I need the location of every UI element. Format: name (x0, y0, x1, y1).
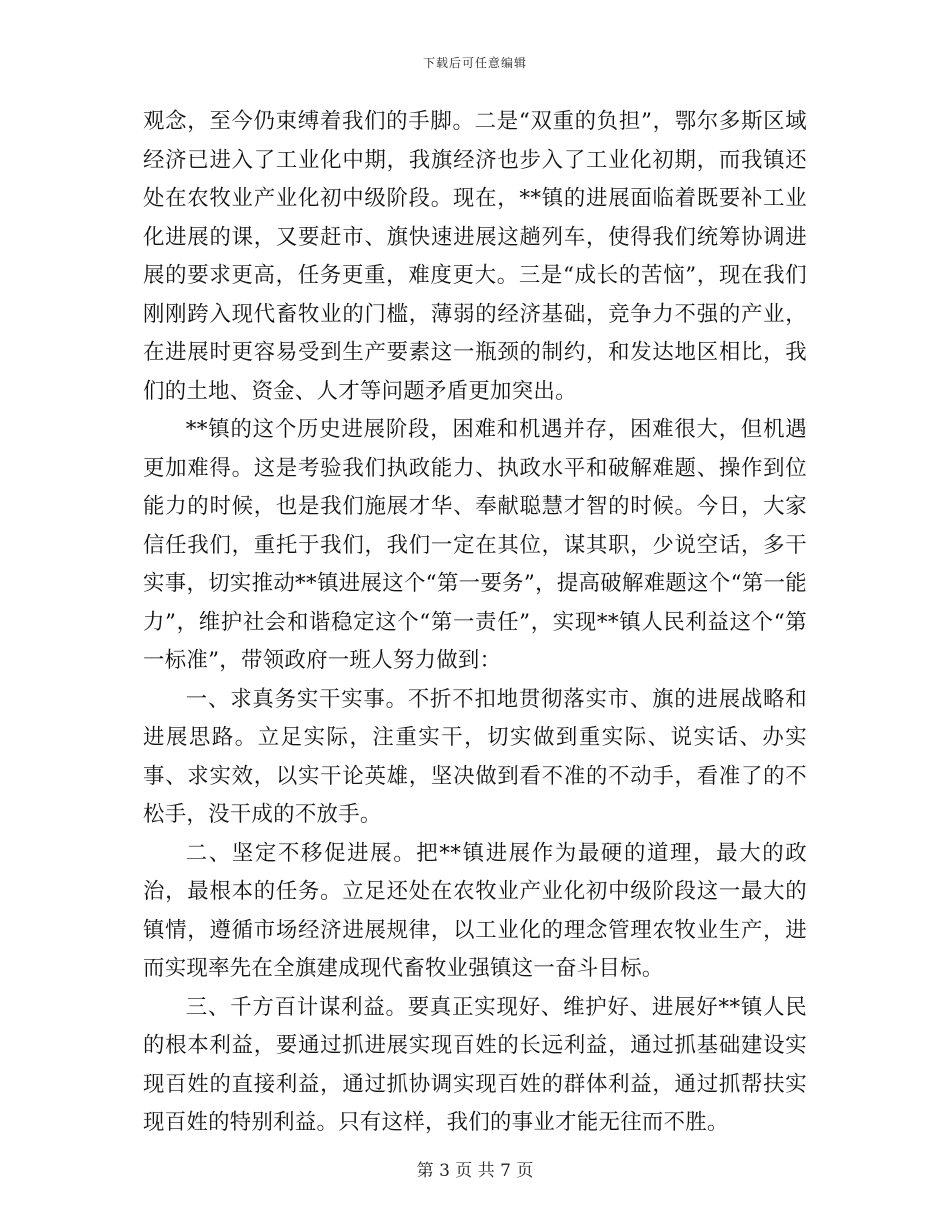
page-number-footer: 第 3 页 共 7 页 (416, 1161, 534, 1181)
paragraph: **镇的这个历史进展阶段，困难和机遇并存，困难很大，但机遇更加难得。这是考验我们执政能力、执政水平和破解难题、操作到位能力的时候，也是我们施展才华、奉献聪慧才智的时候。今日，大家信任我们，重托于我们，我们一定在其位，谋其职，少说空话，多干实事，切实推动**镇进展这个“第一要务”，提高破解难题这个“第一能力”，维护社会和谐稳定这个“第一责任”，实现**镇人民利益这个“第一标准”，带领政府一班人努力做到： (143, 417, 807, 673)
paragraph-continued: 观念，至今仍束缚着我们的手脚。二是“双重的负担”，鄂尔多斯区域经济已进入了工业化中期，我旗经济也步入了工业化初期，而我镇还处在农牧业产业化初中级阶段。现在，**镇的进展面临着既要补工业化进展的课，又要赶市、旗快速进展这趟列车，使得我们统筹协调进展的要求更高，任务更重，难度更大。三是“成长的苦恼”，现在我们刚刚跨入现代畜牧业的门槛，薄弱的经济基础，竞争力不强的产业，在进展时更容易受到生产要素这一瓶颈的制约，和发达地区相比，我们的土地、资金、人才等问题矛盾更加突出。 (143, 109, 807, 404)
paragraph-point-one: 一、求真务实干实事。不折不扣地贯彻落实市、旗的进展战略和进展思路。立足实际，注重实干，切实做到重实际、说实话、办实事、求实效，以实干论英雄，坚决做到看不准的不动手，看准了的不松手，没干成的不放手。 (143, 686, 807, 827)
paragraph-point-two: 二、坚定不移促进展。把**镇进展作为最硬的道理，最大的政治，最根本的任务。立足还处在农牧业产业化初中级阶段这一最大的镇情，遵循市场经济进展规律，以工业化的理念管理农牧业生产，进而实现率先在全旗建成现代畜牧业强镇这一奋斗目标。 (143, 840, 807, 981)
paragraph-point-three: 三、千方百计谋利益。要真正实现好、维护好、进展好**镇人民的根本利益，要通过抓进展实现百姓的长远利益，通过抓基础建设实现百姓的直接利益，通过抓协调实现百姓的群体利益，通过抓帮扶实现百姓的特别利益。只有这样，我们的事业才能无往而不胜。 (143, 994, 807, 1135)
document-body (143, 103, 807, 1143)
page-header: 下载后可任意编辑 (422, 56, 527, 70)
